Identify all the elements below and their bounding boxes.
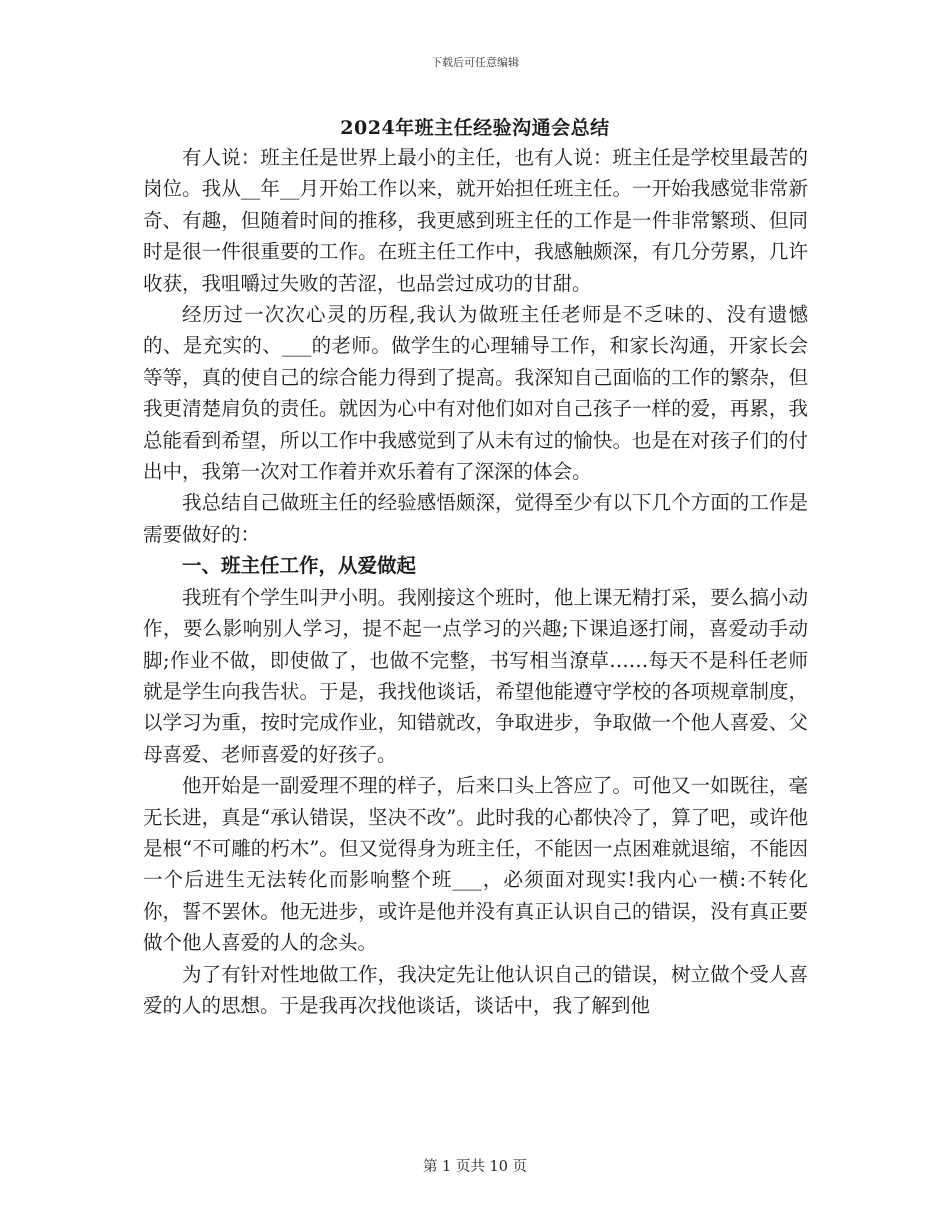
- page-footer: 第 1 页共 10 页: [422, 1159, 528, 1175]
- document-body: [143, 142, 808, 1021]
- header-note: 下载后可任意编辑: [431, 56, 519, 69]
- document-title: 2024年班主任经验沟通会总结: [340, 117, 610, 139]
- paragraph-student-story: 我班有个学生叫尹小明。我刚接这个班时，他上课无精打采，要么搞小动作，要么影响别人学习，提不起一点学习的兴趣;下课追逐打闹，喜爱动手动脚;作业不做，即使做了，也做不完整，书写相当潦草……每天不是科任老师就是学生向我告状。于是，我找他谈话，希望他能遵守学校的各项规章制度，以学习为重，按时完成作业，知错就改，争取进步，争取做一个他人喜爱、父母喜爱、老师喜爱的好孩子。: [143, 585, 808, 766]
- paragraph-experience: 经历过一次次心灵的历程,我认为做班主任老师是不乏味的、没有遗憾的、是充实的、___的老师。做学生的心理辅导工作，和家长沟通，开家长会等等，真的使自己的综合能力得到了提高。我深知自己面临的工作的繁杂，但我更清楚肩负的责任。就因为心中有对他们如对自己孩子一样的爱，再累，我总能看到希望，所以工作中我感觉到了从未有过的愉快。也是在对孩子们的付出中，我第一次对工作着并欢乐着有了深深的体会。: [143, 303, 808, 484]
- paragraph-targeted-work: 为了有针对性地做工作，我决定先让他认识自己的错误，树立做个受人喜爱的人的思想。于是我再次找他谈话，谈话中，我了解到他: [143, 962, 808, 1017]
- section-heading: 一、班主任工作，从爱做起: [182, 554, 417, 578]
- paragraph-summary: 我总结自己做班主任的经验感悟颇深，觉得至少有以下几个方面的工作是需要做好的：: [143, 491, 808, 546]
- paragraph-intro: 有人说：班主任是世界上最小的主任，也有人说：班主任是学校里最苦的岗位。我从__年__月开始工作以来，就开始担任班主任。一开始我感觉非常新奇、有趣，但随着时间的推移，我更感到班主任的工作是一件非常繁琐、但同时是很一件很重要的工作。在班主任工作中，我感触颇深，有几分劳累，几许收获，我咀嚼过失败的苦涩，也品尝过成功的甘甜。: [143, 146, 808, 295]
- paragraph-student-response: 他开始是一副爱理不理的样子，后来口头上答应了。可他又一如既往，毫无长进，真是“承认错误，坚决不改”。此时我的心都快冷了，算了吧，或许他是根“不可雕的朽木”。但又觉得身为班主任，不能因一点困难就退缩，不能因一个后进生无法转化而影响整个班___，必须面对现实!我内心一横:不转化你，誓不罢休。他无进步，或许是他并没有真正认识自己的错误，没有真正要做个他人喜爱的人的念头。: [143, 774, 808, 955]
